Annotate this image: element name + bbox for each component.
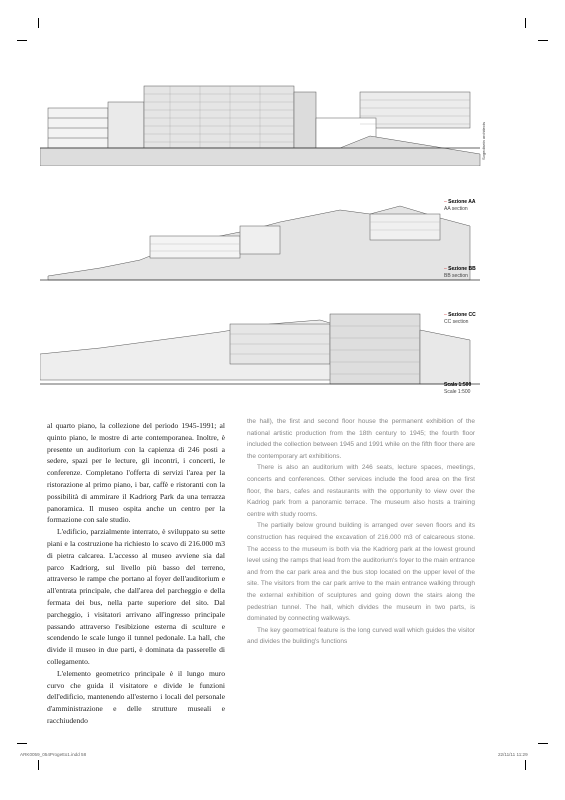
crop-mark [17,743,27,744]
caption-en: BB section [444,273,468,279]
section-aa-drawing [40,78,482,166]
caption-scale [444,382,471,396]
crop-mark [17,40,27,41]
section-bb-drawing [40,196,482,286]
caption-section-bb [444,266,476,280]
paragraph: al quarto piano, la collezione del periodo 1945-1991; al quinto piano, le mostre di arte contemporanea. Inoltre, è presente un auditorium con la capienza di 246 posti a sedere, spazi per le lecture, gli incontri, i concerti, le conferenze. Completano l'offerta di servizi l'area per la ristorazione al primo piano, i bar, caffè e ristoranti con la possibilità di ammirare il Kadriorg Park da una terrazza panoramica. Il museo ospita anche un centro per la formazione con sale studio. [47,421,225,525]
section-cc-drawing [40,300,482,390]
crop-mark [38,760,39,770]
caption-bullet: – [444,199,449,205]
footer-filename: ARK0059_054Progetto1.indd 58 [20,752,87,757]
caption-it: Sezione BB [448,266,476,272]
caption-en: AA section [444,206,468,212]
paragraph: the hall), the first and second floor house the permanent exhibition of the national artistic production from the 18th century to 1945; the fourth floor included the collection between 1945 and 1991 while on the fifth floor there are the contemporary art exhibitions. [247,418,475,460]
paragraph: There is also an auditorium with 246 seats, lecture spaces, meetings, concerts and conferences. Other services include the food area on the first floor, the bars, cafes and restaurants with the opportunity to view over the Kadriog park from a panoramic terrace. The museum also hosts a training centre with study rooms. [247,464,475,518]
footer-date: 22/11/11 11:29 [498,752,528,757]
caption-bullet: – [444,312,449,318]
crop-mark [38,18,39,28]
paragraph: L'elemento geometrico principale è il lungo muro curvo che guida il visitatore e divide le funzioni dell'edificio, mantenendo all'esterno i locali del personale d'amministrazione e delle strutture museali e racchiudendo [47,668,225,725]
crop-mark [525,18,526,28]
caption-en: CC section [444,319,469,325]
paragraph: The partially below ground building is arranged over seven floors and its construction has required the excavation of 216.000 m3 of calcareous stone. The access to the museum is both via the Kadriorg park at the lowest ground level using the ramps that lead from the auditorium's foyer to the main entrance and from the car park area and the bus stop located on the upper level of the site. The visitors from the car park arrive to the main entrance walking through the external exhibition of sculptures and going down the stairs along the pedestrian tunnel. The hall, which divides the museum in two parts, is dominated by connecting walkways. [247,522,475,623]
caption-it: Sezione AA [448,199,476,205]
caption-section-cc [444,312,476,326]
photo-credit: Sogedisein architects [481,121,486,160]
caption-section-aa [444,199,476,213]
caption-en: Scale 1:500 [444,389,471,395]
crop-mark [538,40,548,41]
italian-text-column [47,420,225,727]
caption-it: Scala 1:500 [444,382,472,388]
paragraph: L'edificio, parzialmente interrato, è sviluppato su sette piani e la costruzione ha richiesto lo scavo di 216.000 m3 di pietra calcarea. L'accesso al museo avviene sia dal parco Kadriorg, sul livello più basso del terreno, attraverso le rampe che portano al foyer dell'auditorium e all'entrata principale, che dall'area del parcheggio e della fermata dei bus, nella parte superiore del sito. Dal parcheggio, i visitatori arrivano all'ingresso principale passando attraverso l'esibizione esterna di sculture e scendendo le scale lungo il tunnel pedonale. La hall, che divide il museo in due parti, è dominata da passerelle di collegamento. [47,527,225,666]
caption-it: Sezione CC [448,312,476,318]
english-text-column [247,416,475,648]
caption-bullet: – [444,266,449,272]
paragraph: The key geometrical feature is the long curved wall which guides the visitor and divides the building's functions [247,626,475,646]
crop-mark [525,760,526,770]
crop-mark [538,743,548,744]
